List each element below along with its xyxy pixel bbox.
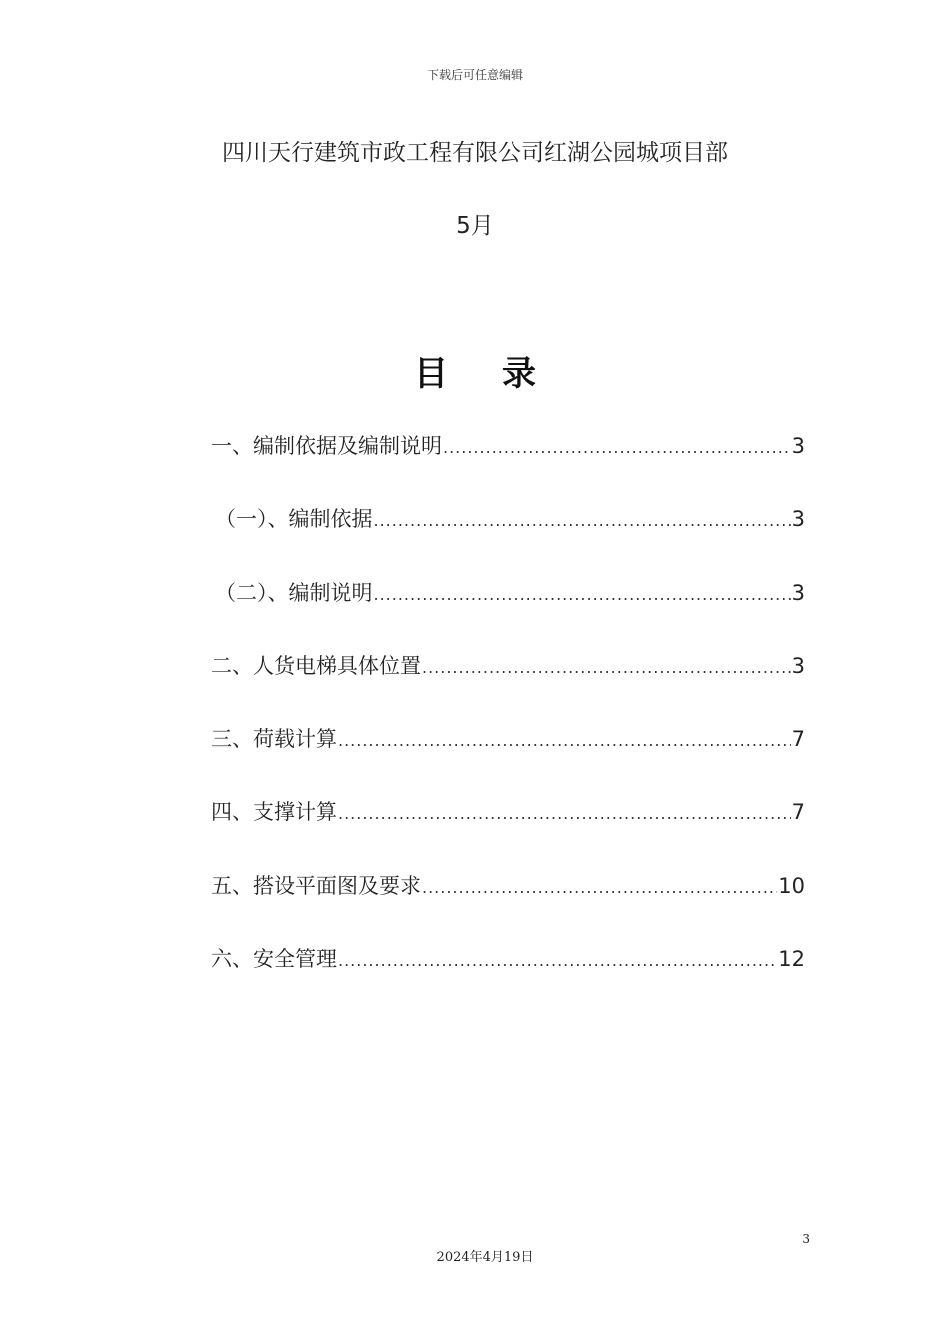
toc-entry-label: 五、搭设平面图及要求 (211, 873, 421, 898)
toc-entry[interactable] (211, 870, 805, 943)
toc-dot-leader (338, 951, 777, 970)
toc-dot-leader (374, 511, 791, 530)
toc-entry-label: 二、人货电梯具体位置 (211, 653, 421, 678)
toc-entry-page: 3 (791, 653, 805, 678)
toc-dot-leader (338, 804, 791, 823)
organization-title: 四川天行建筑市政工程有限公司红湖公园城项目部 (222, 140, 728, 166)
toc-entry-page: 10 (778, 873, 805, 898)
toc-entry[interactable] (211, 943, 805, 1016)
toc-entry-label: 四、支撑计算 (211, 800, 337, 825)
toc-entry[interactable] (211, 577, 805, 650)
footer-date: 2024年4月19日 (436, 1250, 534, 1265)
page-number: 3 (802, 1232, 810, 1246)
toc-entry-label: 一、编制依据及编制说明 (211, 434, 442, 458)
toc-entry[interactable] (211, 796, 805, 869)
toc-entry-page: 3 (791, 434, 805, 458)
toc-dot-leader (443, 438, 791, 457)
toc-entry[interactable] (211, 430, 805, 503)
header-note: 下载后可任意编辑 (426, 68, 523, 82)
toc-entry-page: 3 (791, 507, 805, 532)
toc-dot-leader (422, 878, 777, 897)
toc-entry-label: 三、荷载计算 (211, 727, 337, 752)
toc-entry[interactable] (211, 650, 805, 723)
toc-dot-leader (338, 731, 791, 750)
toc-entry-label: 六、安全管理 (211, 947, 337, 972)
cover-date: 5月 (456, 213, 494, 239)
toc-entry-label: （二）、编制说明 (215, 580, 373, 605)
toc-entry-page: 7 (791, 727, 805, 752)
toc-entry[interactable] (211, 503, 805, 576)
toc-heading: 目录 (414, 354, 590, 394)
toc-entry-page: 12 (778, 947, 805, 972)
toc-entry-page: 7 (791, 800, 805, 825)
toc-entry-page: 3 (791, 580, 805, 605)
toc-dot-leader (374, 585, 791, 604)
table-of-contents (211, 430, 805, 1016)
toc-entry[interactable] (211, 723, 805, 796)
toc-dot-leader (422, 658, 791, 677)
toc-entry-label: （一）、编制依据 (215, 507, 373, 532)
